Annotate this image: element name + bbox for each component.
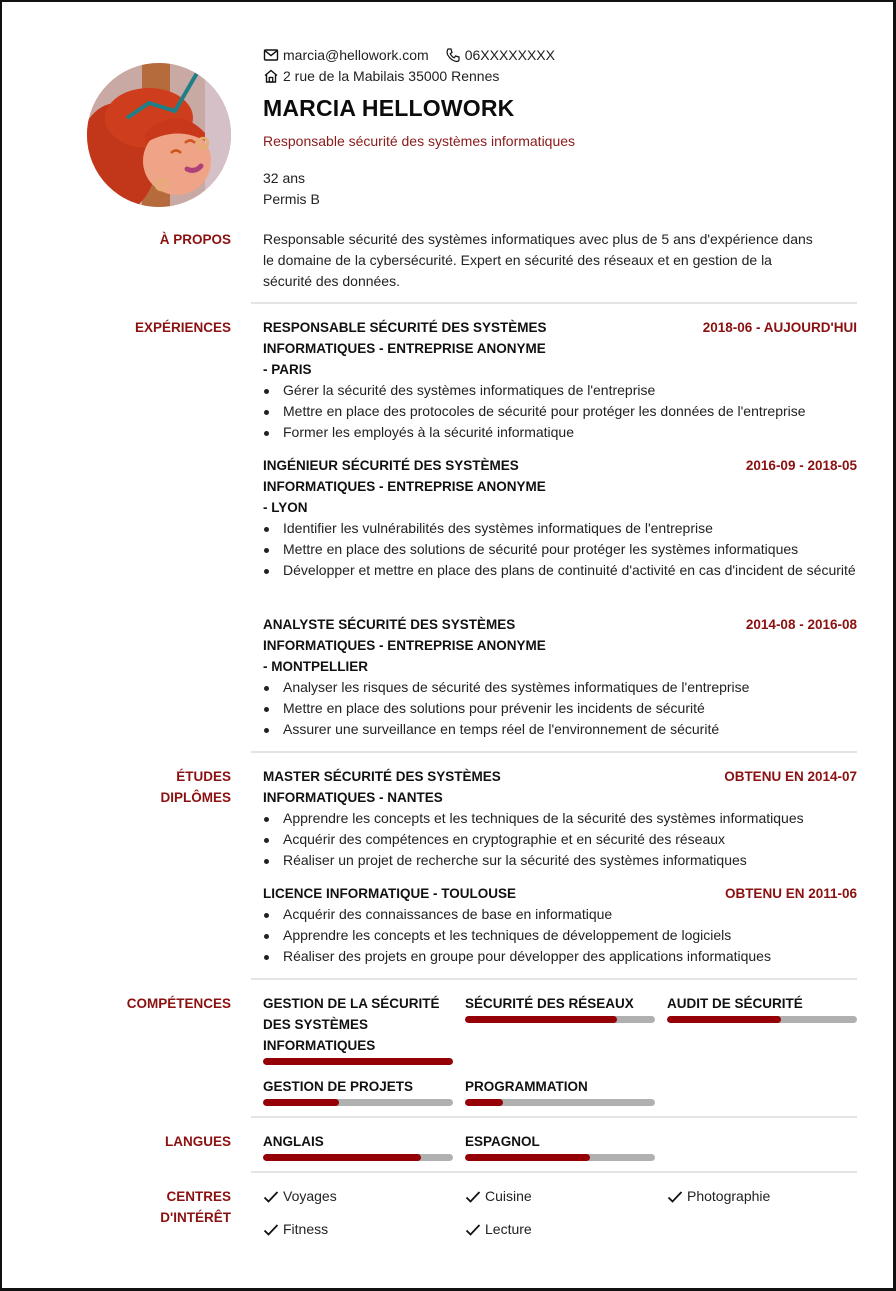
education-date: OBTENU EN 2014-07 xyxy=(724,769,857,784)
interest-item xyxy=(263,1186,337,1207)
skill-item xyxy=(263,1076,453,1106)
experience-entry xyxy=(263,614,857,740)
bullet-item: Former les employés à la sécurité informatique xyxy=(263,422,857,443)
skill-level-bar xyxy=(263,1058,453,1065)
interest-label: Fitness xyxy=(283,1221,329,1237)
bullet-item: Analyser les risques de sécurité des systèmes informatiques de l'entreprise xyxy=(263,677,857,698)
experience-bullets xyxy=(263,677,857,740)
address-text: 2 rue de la Mabilais 35000 Rennes xyxy=(283,67,500,84)
section-label-education: ÉTUDES DIPLÔMES xyxy=(160,769,231,805)
checkmark-icon xyxy=(465,1190,481,1204)
checkmark-icon xyxy=(465,1223,481,1237)
contact-line-2 xyxy=(263,65,863,86)
section-label-experiences: EXPÉRIENCES xyxy=(134,320,231,335)
house-icon xyxy=(263,68,279,84)
bullet-item: Mettre en place des solutions pour prévenir les incidents de sécurité xyxy=(263,698,857,719)
about-line: sécurité des données. xyxy=(263,273,400,289)
checkmark-icon xyxy=(263,1223,279,1237)
phone-icon xyxy=(445,47,461,63)
section-label-about: À PROPOS xyxy=(159,232,231,247)
bullet-item: Mettre en place des solutions de sécurité pour protéger les systèmes informatiques xyxy=(263,539,857,560)
skill-level-fill xyxy=(465,1099,503,1106)
separator xyxy=(251,302,857,304)
interest-label: Cuisine xyxy=(485,1188,532,1204)
education-bullets xyxy=(263,904,857,967)
experience-date: 2016-09 - 2018-05 xyxy=(745,458,857,473)
skill-level-fill xyxy=(465,1016,617,1023)
skill-name: GESTION DE LA SÉCURITÉ DES SYSTÈMES INFORMATIQUES xyxy=(263,996,440,1053)
skill-item xyxy=(465,993,655,1023)
section-label-interests: CENTRES D'INTÉRÊT xyxy=(160,1189,231,1225)
personal-meta xyxy=(263,168,863,210)
language-level-fill xyxy=(465,1154,590,1161)
avatar xyxy=(87,63,231,207)
language-level-fill xyxy=(263,1154,421,1161)
section-label-skills: COMPÉTENCES xyxy=(126,996,231,1011)
education-title: MASTER SÉCURITÉ DES SYSTÈMES INFORMATIQUES - NANTES xyxy=(263,769,501,805)
skills-grid xyxy=(263,993,857,1113)
bullet-item: Identifier les vulnérabilités des systèmes informatiques de l'entreprise xyxy=(263,518,857,539)
bullet-item: Apprendre les concepts et les techniques de développement de logiciels xyxy=(263,925,857,946)
skill-level-bar xyxy=(667,1016,857,1023)
bullet-item: Acquérir des connaissances de base en informatique xyxy=(263,904,857,925)
resume-header xyxy=(263,44,863,210)
phone-contact xyxy=(445,47,555,63)
skill-level-bar xyxy=(465,1099,655,1106)
experience-title: INGÉNIEUR SÉCURITÉ DES SYSTÈMES INFORMATIQUES - ENTREPRISE ANONYME - LYON xyxy=(263,458,546,515)
education-title: LICENCE INFORMATIQUE - TOULOUSE xyxy=(263,886,516,901)
language-name: ESPAGNOL xyxy=(465,1134,540,1149)
experience-date: 2014-08 - 2016-08 xyxy=(745,617,857,632)
separator xyxy=(251,1116,857,1118)
about-text xyxy=(263,229,857,292)
education-entry xyxy=(263,766,857,871)
bullet-item: Développer et mettre en place des plans de continuité d'activité en cas d'incident de sécurité xyxy=(263,560,857,581)
bullet-item: Réaliser des projets en groupe pour développer des applications informatiques xyxy=(263,946,857,967)
about-line: Responsable sécurité des systèmes informatiques avec plus de 5 ans d'expérience dans xyxy=(263,231,813,247)
skill-name: GESTION DE PROJETS xyxy=(263,1079,414,1094)
section-label-languages: LANGUES xyxy=(164,1134,231,1149)
driving-license: Permis B xyxy=(263,191,320,207)
bullet-item: Acquérir des compétences en cryptographie et en sécurité des réseaux xyxy=(263,829,857,850)
education-date: OBTENU EN 2011-06 xyxy=(724,886,857,901)
email-contact xyxy=(263,47,429,63)
skill-name: AUDIT DE SÉCURITÉ xyxy=(667,996,803,1011)
language-item xyxy=(263,1131,453,1161)
separator xyxy=(251,978,857,980)
candidate-name: MARCIA HELLOWORK xyxy=(263,95,515,121)
separator xyxy=(251,751,857,753)
checkmark-icon xyxy=(667,1190,683,1204)
bullet-item: Mettre en place des protocoles de sécurité pour protéger les données de l'entreprise xyxy=(263,401,857,422)
skill-level-bar xyxy=(263,1099,453,1106)
contact-line-1 xyxy=(263,44,863,65)
skill-level-fill xyxy=(263,1099,339,1106)
bullet-item: Gérer la sécurité des systèmes informatiques de l'entreprise xyxy=(263,380,857,401)
language-name: ANGLAIS xyxy=(263,1134,324,1149)
experience-title: ANALYSTE SÉCURITÉ DES SYSTÈMES INFORMATIQUES - ENTREPRISE ANONYME - MONTPELLIER xyxy=(263,617,546,674)
experience-entry xyxy=(263,455,857,581)
skill-item xyxy=(263,993,453,1065)
bullet-item: Assurer une surveillance en temps réel de l'environnement de sécurité xyxy=(263,719,857,740)
interest-item xyxy=(465,1186,532,1207)
languages-grid xyxy=(263,1131,857,1166)
job-title: Responsable sécurité des systèmes informatiques xyxy=(263,133,576,149)
checkmark-icon xyxy=(263,1190,279,1204)
interest-item xyxy=(263,1219,328,1240)
about-line: le domaine de la cybersécurité. Expert en sécurité des réseaux et en gestion de la xyxy=(263,252,772,268)
experience-entry xyxy=(263,317,857,443)
avatar-illustration-icon xyxy=(87,63,231,207)
skill-name: SÉCURITÉ DES RÉSEAUX xyxy=(465,996,634,1011)
education-bullets xyxy=(263,808,857,871)
experience-bullets xyxy=(263,518,857,581)
bullet-item: Réaliser un projet de recherche sur la sécurité des systèmes informatiques xyxy=(263,850,857,871)
interest-label: Lecture xyxy=(485,1221,532,1237)
experience-date: 2018-06 - AUJOURD'HUI xyxy=(702,320,857,335)
interest-item xyxy=(465,1219,532,1240)
language-level-bar xyxy=(263,1154,453,1161)
experience-title: RESPONSABLE SÉCURITÉ DES SYSTÈMES INFORMATIQUES - ENTREPRISE ANONYME - PARIS xyxy=(263,320,547,377)
address-contact xyxy=(263,68,499,84)
phone-text: 06XXXXXXXX xyxy=(464,46,555,63)
bullet-item: Apprendre les concepts et les techniques de la sécurité des systèmes informatiques xyxy=(263,808,857,829)
interest-item xyxy=(667,1186,770,1207)
skill-name: PROGRAMMATION xyxy=(465,1079,588,1094)
experience-bullets xyxy=(263,380,857,443)
skill-level-fill xyxy=(263,1058,453,1065)
interest-label: Photographie xyxy=(687,1188,771,1204)
separator xyxy=(251,1171,857,1173)
skill-level-fill xyxy=(667,1016,781,1023)
language-item xyxy=(465,1131,655,1161)
interests-grid xyxy=(263,1186,857,1246)
skill-level-bar xyxy=(465,1016,655,1023)
skill-item xyxy=(667,993,857,1023)
age: 32 ans xyxy=(263,170,306,186)
skill-item xyxy=(465,1076,655,1106)
email-text: marcia@hellowork.com xyxy=(283,46,429,63)
interest-label: Voyages xyxy=(283,1188,337,1204)
language-level-bar xyxy=(465,1154,655,1161)
envelope-icon xyxy=(263,47,279,63)
education-entry xyxy=(263,883,857,967)
